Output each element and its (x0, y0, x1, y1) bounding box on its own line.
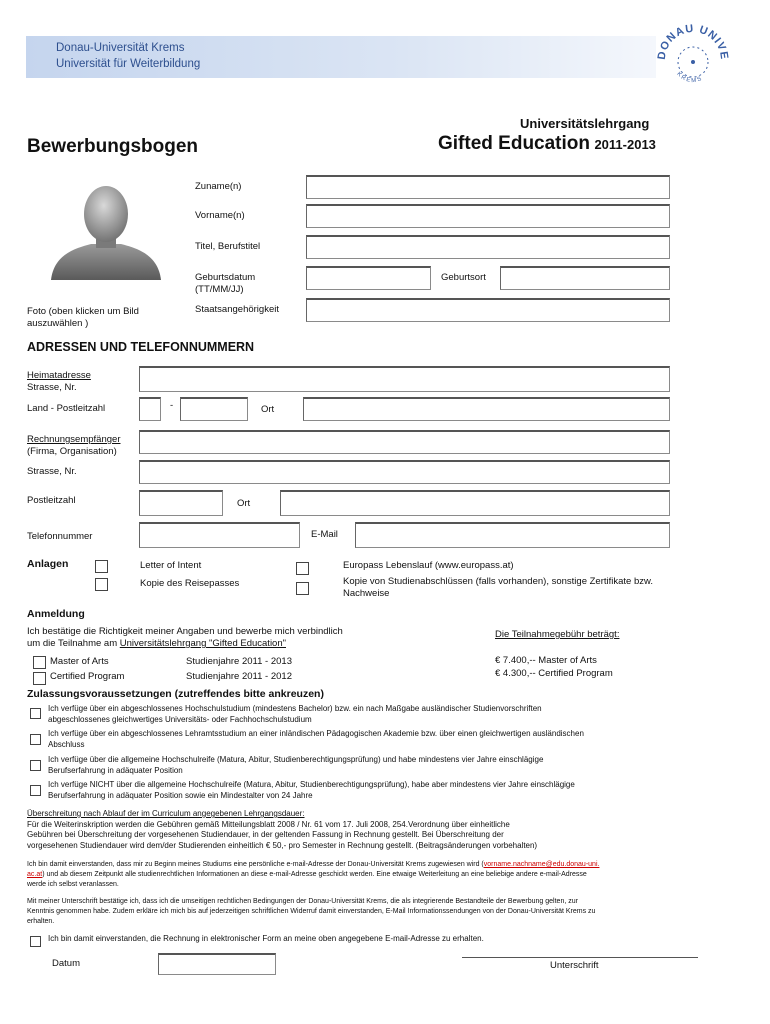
program-label: Universitätslehrgang (520, 116, 650, 131)
requirement-text-3 (48, 755, 738, 776)
country-field[interactable] (139, 397, 161, 421)
certified-program-checkbox[interactable] (33, 672, 46, 685)
overrun-title: Überschreitung nach Ablauf der im Curriculum angegebenen Lehrgangsdauer: (27, 809, 305, 818)
logo-inner-text: KREMS (675, 71, 704, 85)
nationality-label: Staatsangehörigkeit (195, 304, 279, 315)
signature-terms (27, 897, 742, 927)
requirement-checkbox-4[interactable] (30, 785, 41, 796)
home-zip-field[interactable] (180, 397, 248, 421)
nationality-field[interactable] (306, 298, 670, 322)
billing-heading: Rechnungsempfänger (27, 434, 121, 445)
invoice-consent-checkbox[interactable] (30, 936, 41, 947)
surname-field[interactable] (306, 175, 670, 199)
registration-confirm-line2 (27, 638, 447, 650)
program-years: 2011-2013 (594, 137, 656, 152)
addresses-title: ADRESSEN UND TELEFONNUMMERN (27, 340, 255, 354)
program-link[interactable]: Universitätslehrgang "Gifted Education" (119, 638, 286, 649)
passport-copy-label: Kopie des Reisepasses (140, 578, 240, 589)
certified-program-label: Certified Program (50, 671, 125, 682)
billing-street-field[interactable] (139, 460, 670, 484)
overrun-line3: vorgesehenen Studiendauer wird dem/der Studierenden einheitlich € 50,- pro Semester in Rechnung gestellt. (Beitragsänderungen vorbehalten) (27, 840, 538, 850)
title-field[interactable] (306, 235, 670, 259)
phone-label: Telefonnummer (27, 531, 93, 542)
requirement-checkbox-2[interactable] (30, 734, 41, 745)
registration-confirm-prefix: um die Teilnahme am (27, 638, 120, 649)
attachments-label: Anlagen (27, 558, 69, 570)
home-address-label (27, 370, 91, 394)
home-address-heading: Heimatadresse (27, 370, 91, 381)
logo-outer-text: DONAU UNIVE (655, 22, 731, 61)
university-logo (655, 22, 731, 98)
home-street-field[interactable] (139, 366, 670, 392)
overrun-line2: Gebühren bei Überschreitung der vorgesehenen Studiendauer, in der geltenden Fassung in Rechnung gestellt. Bei Überschreitung der (27, 830, 504, 839)
home-city-field[interactable] (303, 397, 670, 421)
certificates-label: Kopie von Studienabschlüssen (falls vorhanden), sonstige Zertifikate bzw. Nachweise (343, 576, 653, 599)
requirement-3-line2: Berufserfahrung in adäquater Position (48, 765, 183, 775)
signature-terms-line1: Mit meiner Unterschrift bestätige ich, dass ich die umseitigen rechtlichen Bedingungen der Donau-Universität Krems, die als integrierende Bestandteile der Bewerbung gelten, zur (27, 898, 578, 905)
email-consent-line2 (27, 870, 742, 880)
certified-program-fee: € 4.300,-- Certified Program (495, 668, 613, 679)
birthdate-label (195, 272, 255, 296)
requirement-checkbox-1[interactable] (30, 708, 41, 719)
email-link-part2[interactable]: ac.at (27, 871, 43, 878)
banner-line1: Donau-Universität Krems (56, 42, 185, 54)
requirement-text-4 (48, 780, 738, 801)
letter-of-intent-checkbox[interactable] (95, 560, 108, 573)
billing-street-label: Strasse, Nr. (27, 466, 77, 477)
person-silhouette-icon (46, 182, 166, 280)
svg-text:DONAU UNIVERSITÄT (655, 22, 730, 61)
email-consent-line1 (27, 860, 742, 870)
date-field[interactable] (158, 953, 276, 975)
program-title (438, 133, 656, 155)
billing-sub: (Firma, Organisation) (27, 446, 117, 457)
firstname-label: Vorname(n) (195, 210, 245, 221)
letter-of-intent-label: Letter of Intent (140, 560, 202, 571)
email-consent-rest: ) und ab diesem Zeitpunkt alle studienrechtlichen Informationen an diese e-mail-Adresse geschickt werden. Eine etwaige Weiterleitung an eine beliebige andere e-mail-Adresse (42, 871, 587, 878)
master-of-arts-years: Studienjahre 2011 - 2013 (186, 656, 292, 667)
birthplace-label: Geburtsort (441, 272, 486, 283)
overrun-terms (27, 809, 737, 851)
dash-separator: - (170, 400, 174, 411)
requirement-2-line1: Ich verfüge über ein abgeschlossenes Lehramtsstudium an einer inländischen Pädagogischen Akademie bzw. über einen gleichwertigen ausländischen (48, 729, 584, 738)
billing-city-field[interactable] (280, 490, 670, 516)
master-of-arts-label: Master of Arts (50, 656, 109, 667)
europass-checkbox[interactable] (296, 562, 309, 575)
requirement-3-line1: Ich verfüge über die allgemeine Hochschulreife (Matura, Abitur, Studienberechtigungsprüfung) und habe mindestens vier Jahre einschlägige (48, 755, 544, 764)
requirement-1-line2: abgeschlossenes gleichwertiges Universitäts- oder Fachhochschulstudium (48, 714, 312, 724)
home-street-label: Strasse, Nr. (27, 382, 77, 393)
photo-upload[interactable] (46, 182, 166, 280)
requirements-title: Zulassungsvoraussetzungen (zutreffendes bitte ankreuzen) (27, 688, 324, 700)
signature-terms-line3: erhalten. (27, 918, 55, 925)
registration-confirm-line1: Ich bestätige die Richtigkeit meiner Angaben und bewerbe mich verbindlich (27, 626, 343, 637)
photo-caption: Foto (oben klicken um Bild auszuwählen ) (27, 306, 139, 329)
email-label: E-Mail (311, 529, 338, 540)
billing-label (27, 434, 120, 458)
title-label: Titel, Berufstitel (195, 241, 261, 252)
billing-zip-label: Postleitzahl (27, 495, 76, 506)
requirement-text-2 (48, 729, 738, 750)
country-zip-label: Land - Postleitzahl (27, 403, 106, 414)
signature-terms-line2: Kenntnis genommen habe. Zudem erkläre ich mich bis auf jederzeitigen schriftlichen Widerruf damit einverstanden, E-Mail Informationssendungen von der Donau-Universität Krems zu (27, 908, 596, 915)
birthdate-label-line1: Geburtsdatum (195, 272, 256, 283)
signature-label: Unterschrift (550, 960, 599, 971)
birthdate-label-line2: (TT/MM/JJ) (195, 284, 244, 295)
requirement-checkbox-3[interactable] (30, 760, 41, 771)
registration-label: Anmeldung (27, 608, 85, 620)
program-name: Gifted Education (438, 133, 590, 154)
email-consent-line3: werde ich selbst veranlassen. (27, 881, 119, 888)
overrun-line1: Für die Weiterinskription werden die Gebühren gemäß Mitteilungsblatt 2008 / Nr. 61 vom 17. Juli 2008, 254.Verordnung über einheitliche (27, 819, 510, 829)
billing-zip-field[interactable] (139, 490, 223, 516)
surname-label: Zuname(n) (195, 181, 242, 192)
signature-line (462, 957, 698, 958)
home-city-label: Ort (261, 404, 275, 415)
europass-label: Europass Lebenslauf (www.europass.at) (343, 560, 514, 571)
date-label: Datum (52, 958, 80, 969)
requirement-4-line1: Ich verfüge NICHT über die allgemeine Hochschulreife (Matura, Abitur, Studienberechtigungsprüfung), habe aber mindestens vier Jahre einschlägige (48, 780, 575, 789)
page-title: Bewerbungsbogen (27, 136, 199, 157)
invoice-consent-label: Ich bin damit einverstanden, die Rechnung in elektronischer Form an meine oben angegebene E-mail-Adresse zu erhalten. (48, 934, 484, 943)
birthdate-field[interactable] (306, 266, 431, 290)
certificates-checkbox[interactable] (296, 582, 309, 595)
banner-line2: Universität für Weiterbildung (56, 58, 201, 70)
requirement-4-line2: Berufserfahrung in adäquater Position sowie ein Mindestalter von 24 Jahre (48, 790, 313, 800)
requirement-2-line2: Abschluss (48, 739, 85, 749)
passport-copy-checkbox[interactable] (95, 578, 108, 591)
email-link-part1[interactable]: vorname.nachname@edu.donau-uni. (483, 861, 600, 868)
email-field[interactable] (355, 522, 670, 548)
svg-text:KREMS (675, 71, 703, 84)
billing-city-label: Ort (237, 498, 251, 509)
birthplace-field[interactable] (500, 266, 670, 290)
banner (26, 36, 656, 78)
registration-confirm (27, 626, 447, 650)
master-of-arts-checkbox[interactable] (33, 656, 46, 669)
master-of-arts-fee: € 7.400,-- Master of Arts (495, 655, 597, 666)
phone-field[interactable] (139, 522, 300, 548)
signature-field[interactable] (462, 940, 698, 957)
email-consent (27, 860, 742, 890)
billing-name-field[interactable] (139, 430, 670, 454)
fee-label: Die Teilnahmegebühr beträgt: (495, 629, 620, 640)
firstname-field[interactable] (306, 204, 670, 228)
email-consent-prefix: Ich bin damit einverstanden, dass mir zu Beginn meines Studiums eine persönliche e-mail-Adresse der Donau-Universität Krems zugewiesen wird ( (27, 861, 484, 868)
certified-program-years: Studienjahre 2011 - 2012 (186, 671, 292, 682)
requirement-text-1 (48, 704, 738, 725)
requirement-1-line1: Ich verfüge über ein abgeschlossenes Hochschulstudium (mindestens Bachelor) bzw. ein nach Maßgabe ausländischer Studienvorschriften (48, 704, 542, 713)
